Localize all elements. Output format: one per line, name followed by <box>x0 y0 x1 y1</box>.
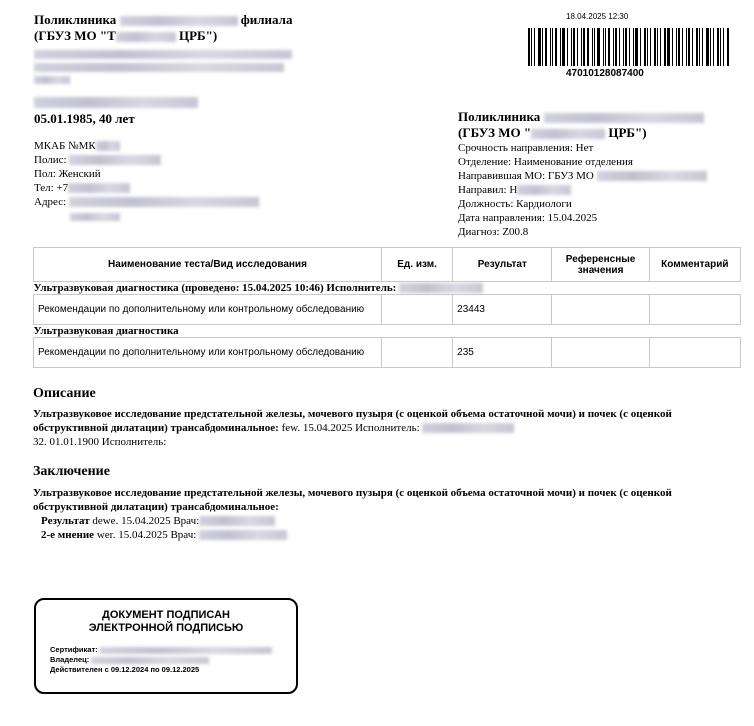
barcode-bar <box>592 28 593 66</box>
result-cell: 23443 <box>453 295 552 325</box>
unit-cell <box>381 338 452 368</box>
clinic-address-redacted-2 <box>34 61 284 73</box>
barcode-bar <box>605 28 606 66</box>
barcode-bar <box>619 28 620 66</box>
barcode-bar <box>555 28 557 66</box>
barcode-bar <box>573 28 575 66</box>
group-title: Ультразвуковая диагностика (проведено: 15.04.2025 10:46) Исполнитель: <box>34 282 741 295</box>
patient-polis: Полис: <box>34 153 161 167</box>
patient-tel: Тел: +7 <box>34 181 130 195</box>
barcode-bar <box>664 28 666 66</box>
referral-clinic-org: (ГБУЗ МО " ЦРБ") <box>458 125 647 140</box>
barcode-bar <box>654 28 656 66</box>
patient-name-redacted <box>34 96 198 108</box>
signature-owner: Владелец: <box>50 655 296 665</box>
barcode-number: 47010128087400 <box>566 68 644 79</box>
barcode-bar <box>678 28 680 66</box>
conclusion-study: Ультразвуковое исследование предстательной железы, мочевого пузыря (с оценкой объема остаточной мочи) и почек (с оценкой обструктивной дилатации) трансабдоминальное: <box>33 487 672 513</box>
referral-mo: Направившая МО: ГБУЗ МО <box>458 169 707 183</box>
barcode-bar <box>713 28 714 66</box>
barcode-bar <box>702 28 703 66</box>
barcode-bar <box>706 28 709 66</box>
barcode-bar <box>615 28 617 66</box>
barcode-bar <box>688 28 690 66</box>
barcode-bar <box>699 28 700 66</box>
col-header-test: Наименование теста/Вид исследования <box>34 248 382 282</box>
barcode-bar <box>587 28 589 66</box>
signature-validity: Действителен с 09.12.2024 по 09.12.2025 <box>50 665 200 674</box>
barcode-bar <box>545 28 547 66</box>
barcode-bar <box>676 28 677 66</box>
signature-title: ДОКУМЕНТ ПОДПИСАН ЭЛЕКТРОННОЙ ПОДПИСЬЮ <box>88 609 244 634</box>
barcode-bar <box>613 28 614 66</box>
barcode-bar <box>562 28 565 66</box>
e-signature-box <box>34 598 298 694</box>
barcode-bar <box>727 28 729 66</box>
clinic-address-redacted <box>34 48 292 60</box>
clinic-org: (ГБУЗ МО "Т ЦРБ") <box>34 28 218 43</box>
barcode-bar <box>538 28 541 66</box>
ref-cell <box>552 295 649 325</box>
comment-cell <box>649 295 740 325</box>
comment-cell <box>649 338 740 368</box>
barcode-bar <box>635 28 638 66</box>
referral-urgency: Срочность направления: Нет <box>458 142 594 154</box>
barcode-bar <box>723 28 724 66</box>
col-header-result: Результат <box>453 248 552 282</box>
patient-birth: 05.01.1985, 40 лет <box>34 111 135 126</box>
col-header-comment: Комментарий <box>649 248 740 282</box>
barcode-bar <box>623 28 624 66</box>
barcode-bar <box>644 28 646 66</box>
barcode-bar <box>640 28 641 66</box>
table-row <box>34 295 741 325</box>
ref-cell <box>552 338 649 368</box>
barcode-bar <box>581 28 582 66</box>
conclusion-title: Заключение <box>33 464 110 479</box>
barcode-bar <box>528 28 530 66</box>
barcode-bar <box>682 28 683 66</box>
description-title: Описание <box>33 386 96 401</box>
referral-position: Должность: Кардиологи <box>458 198 572 210</box>
results-table <box>33 247 741 368</box>
table-header-row <box>34 248 741 282</box>
barcode-bar <box>603 28 604 66</box>
referral-date: Дата направления: 15.04.2025 <box>458 212 598 224</box>
barcode-bar <box>720 28 721 66</box>
print-datetime: 18.04.2025 12:30 <box>566 12 629 21</box>
barcode-bar <box>608 28 610 66</box>
test-name: Рекомендации по дополнительному или контрольному обследованию <box>34 295 382 325</box>
result-cell: 235 <box>453 338 552 368</box>
patient-address: Адрес: <box>34 195 259 209</box>
barcode-bar <box>571 28 572 66</box>
conclusion-second-opinion: 2-е мнение wer. 15.04.2025 Врач: <box>41 528 287 542</box>
clinic-address-redacted-3 <box>34 74 70 86</box>
signature-certificate: Сертификат: <box>50 645 296 655</box>
patient-address-redacted-2 <box>70 211 120 223</box>
patient-sex: Пол: Женский <box>34 168 101 180</box>
clinic-name: Поликлиника филиала <box>34 12 293 27</box>
description-text: Ультразвуковое исследование предстательной железы, мочевого пузыря (с оценкой объема остаточной мочи) и почек (с оценкой обструктивной дилатации) трансабдоминальное: few. 15.04.2025 Исполнитель: <box>33 408 672 434</box>
barcode-bar <box>583 28 585 66</box>
referral-clinic: Поликлиника <box>458 109 704 125</box>
barcode-bar <box>692 28 693 66</box>
col-header-ref: Референсные значения <box>552 248 649 282</box>
barcode-bar <box>667 28 670 66</box>
barcode-bar <box>686 28 687 66</box>
barcode-bar <box>542 28 543 66</box>
barcode-bar <box>625 28 627 66</box>
barcode-bar <box>552 28 553 66</box>
group-title: Ультразвуковая диагностика <box>33 325 179 337</box>
barcode-bar <box>633 28 634 66</box>
referral-diagnosis: Диагноз: Z00.8 <box>458 226 529 238</box>
barcode-bar <box>647 28 648 66</box>
unit-cell <box>381 295 452 325</box>
barcode-bar <box>717 28 719 66</box>
barcode-bar <box>657 28 658 66</box>
signature-details <box>50 645 296 675</box>
patient-mkab: МКАБ №МК <box>34 139 120 153</box>
barcode-bar <box>531 28 532 66</box>
barcode-bar <box>577 28 578 66</box>
col-header-unit: Ед. изм. <box>381 248 452 282</box>
barcode-bar <box>629 28 630 66</box>
group-row <box>34 282 741 295</box>
test-name: Рекомендации по дополнительному или контрольному обследованию <box>34 338 382 368</box>
barcode <box>528 28 731 66</box>
barcode-bar <box>594 28 595 66</box>
barcode-bar <box>696 28 698 66</box>
barcode-bar <box>650 28 651 66</box>
barcode-bar <box>660 28 661 66</box>
barcode-bar <box>534 28 535 66</box>
barcode-bar <box>710 28 711 66</box>
table-row <box>34 338 741 368</box>
conclusion-result: Результат dewe. 15.04.2025 Врач: <box>41 514 275 528</box>
barcode-bar <box>560 28 561 66</box>
barcode-bar <box>567 28 568 66</box>
referral-department: Отделение: Наименование отделения <box>458 156 633 168</box>
barcode-bar <box>550 28 551 66</box>
barcode-bar <box>672 28 673 66</box>
referral-by: Направил: Н <box>458 183 571 197</box>
group-row <box>34 325 741 338</box>
description-line2: 32. 01.01.1900 Исполнитель: <box>33 436 167 448</box>
barcode-bar <box>597 28 600 66</box>
